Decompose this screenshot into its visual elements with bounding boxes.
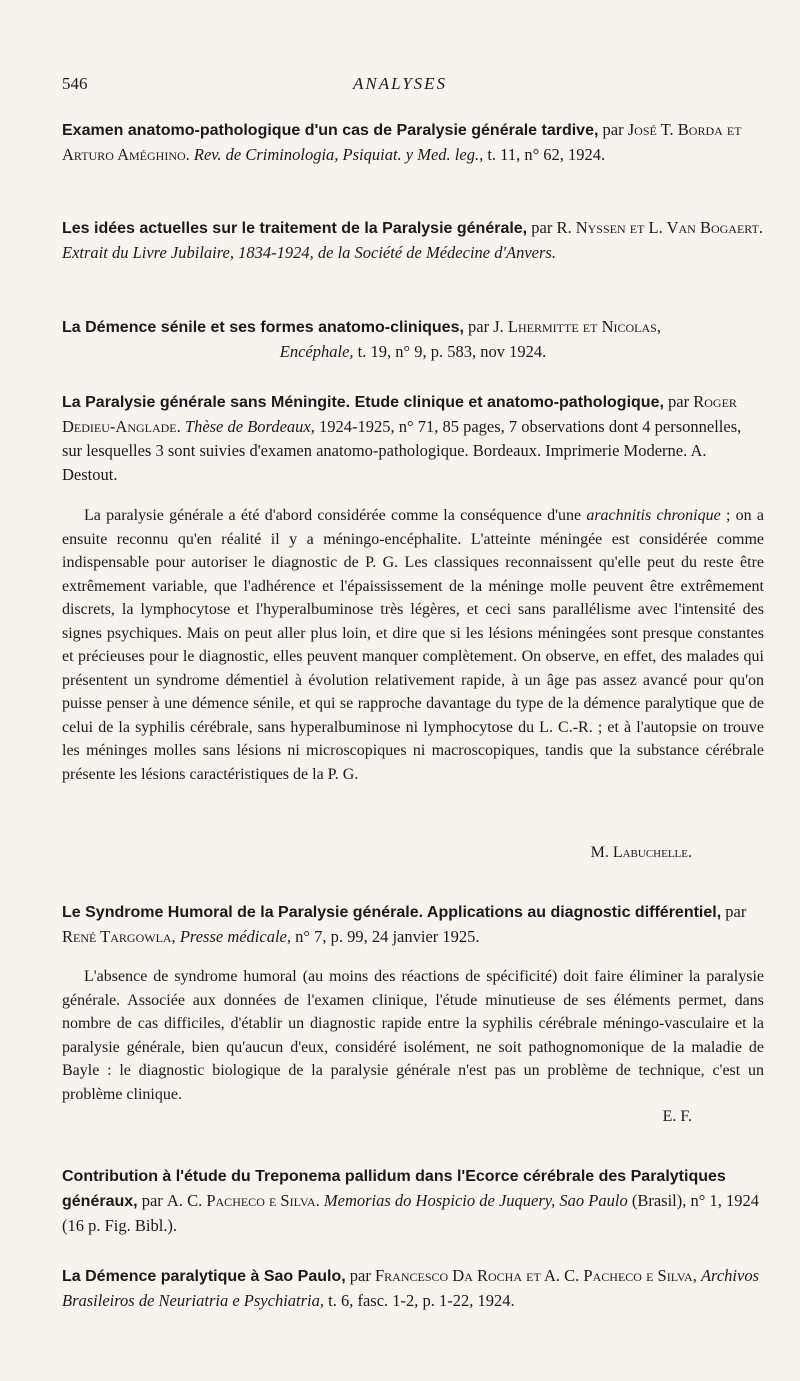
bibliographic-entry xyxy=(62,118,764,167)
bibliographic-entry xyxy=(62,315,764,364)
abstract-text-b: ; on a ensuite reconnu qu'en réalité il y a méningo-encéphalite. L'atteinte méningée est considérée comme indispensable pour autoriser le diagnostic de P. G. Les classiques reconnaissent qu'elle peut du reste être extrêmement variable, que l'adhérence et l'épaississement de la méninge molle peuvent être extrêmement discrets, la lymphocytose et l'hyperalbuminose très légères, et ceci sans parallélisme avec l'intensité des signes psychiques. Mais on peut aller plus loin, et dire que si les lésions méningées sont presque constantes et précieuses pour le diagnostic, elles peuvent manquer complètement. On observe, en effet, des malades qui présentent un syndrome démentiel à évolution relativement rapide, à un âge pas assez avancé pour qu'on puisse penser à une démence sénile, et qui se rapproche davantage du type de la démence paralytique que de celui de la syphilis cérébrale, sans hyperalbuminose ni lymphocytose du L. C.-R. ; et à l'autopsie on trouve les méninges molles sans lésions ni microscopiques ni macroscopiques, tandis que la substance cérébrale présente les lésions caractéristiques de la P. G. xyxy=(62,507,765,783)
abstract-paragraph xyxy=(62,965,764,1106)
abstract-text: L'absence de syndrome humoral (au moins des réactions de spécificité) doit faire éliminer la paralysie générale. Associée aux données de l'examen clinique, l'étude minutieuse de ses éléments permet, dans nombre de cas difficiles, d'établir un diagnostic rapide entre la syphilis cérébrale méningo-vasculaire et la paralysie générale, bien qu'aucun d'eux, considéré isolément, ne soit pathognomonique de la maladie de Bayle : le diagnostic biologique de la paralysie générale n'est pas un problème de technique, c'est un problème clinique. xyxy=(62,968,764,1103)
entry-by: par xyxy=(141,1191,163,1210)
bibliographic-entry xyxy=(62,1164,764,1238)
entry-title: Contribution à l'étude du Treponema pallidum dans l'Ecorce cérébrale des Paralytiques généraux, xyxy=(62,1168,726,1210)
abstract-text-a: La paralysie générale a été d'abord considérée comme la conséquence d'une xyxy=(84,507,587,524)
entry-details: t. 6, fasc. 1-2, p. 1-22, 1924. xyxy=(328,1291,515,1310)
abstract-term: arachnitis chronique xyxy=(586,507,721,524)
entry-authors: J. Lhermitte et Nicolas, xyxy=(493,317,661,336)
entry-authors: Francesco Da Rocha et A. C. Pacheco e Silva, xyxy=(374,1266,697,1285)
entry-authors: José T. Borda et Arturo Améghino. xyxy=(62,120,742,164)
entry-title: Examen anatomo-pathologique d'un cas de Paralysie générale tardive, xyxy=(62,122,599,139)
entry-source: Rev. de Criminologia, Psiquiat. y Med. leg., xyxy=(193,145,484,164)
page-header xyxy=(62,74,738,98)
entry-source: Presse médicale, xyxy=(179,927,291,946)
entry-details: t. 11, n° 62, 1924. xyxy=(487,145,606,164)
entry-by: par xyxy=(468,317,490,336)
entry-authors: Roger Dedieu-Anglade. xyxy=(62,392,737,436)
entry-details: t. 19, n° 9, p. 583, nov 1924. xyxy=(357,342,547,361)
entry-source: Extrait du Livre Jubilaire, 1834-1924, de la Société de Médecine d'Anvers. xyxy=(62,243,556,262)
entry-details: (Brasil), n° 1, 1924 (16 p. Fig. Bibl.). xyxy=(62,1191,759,1235)
entry-by: par xyxy=(602,120,624,139)
bibliographic-entry xyxy=(62,390,764,487)
entry-title: La Démence paralytique à Sao Paulo, xyxy=(62,1268,346,1285)
entry-title: La Paralysie générale sans Méningite. Etude clinique et anatomo-pathologique, xyxy=(62,394,664,411)
entry-source: Thèse de Bordeaux, xyxy=(184,417,315,436)
entry-details: 1924-1925, n° 71, 85 pages, 7 observations dont 4 personnelles, sur lesquelles 3 sont suivies d'examen anatomo-pathologique. Bordeaux. Imprimerie Moderne. A. Destout. xyxy=(62,417,742,484)
entry-authors: R. Nyssen et L. Van Bogaert. xyxy=(556,218,764,237)
entry-by: par xyxy=(725,902,747,921)
entry-source: Archivos Brasileiros de Neuriatria e Psychiatria, xyxy=(62,1266,760,1310)
entry-source: Encéphale, xyxy=(279,342,354,361)
entry-by: par xyxy=(349,1266,371,1285)
bibliographic-entry xyxy=(62,1264,764,1313)
entry-title: Les idées actuelles sur le traitement de la Paralysie générale, xyxy=(62,220,528,237)
abstract-paragraph xyxy=(62,504,764,786)
entry-by: par xyxy=(531,218,553,237)
entry-authors: René Targowla, xyxy=(62,927,176,946)
entry-details: n° 7, p. 99, 24 janvier 1925. xyxy=(295,927,480,946)
page-number: 546 xyxy=(62,74,88,93)
entry-source: Memorias do Hospicio de Juquery, Sao Paulo xyxy=(323,1191,628,1210)
bibliographic-entry xyxy=(62,216,764,265)
entry-by: par xyxy=(668,392,690,411)
abstract-signature: E. F. xyxy=(662,1108,692,1125)
entry-title: Le Syndrome Humoral de la Paralysie générale. Applications au diagnostic différentiel, xyxy=(62,904,722,921)
entry-authors: A. C. Pacheco e Silva. xyxy=(166,1191,320,1210)
bibliographic-entry xyxy=(62,900,764,949)
abstract-signature: M. Labuchelle. xyxy=(590,844,692,861)
running-title: ANALYSES xyxy=(352,74,448,93)
entry-title: La Démence sénile et ses formes anatomo-cliniques, xyxy=(62,319,464,336)
